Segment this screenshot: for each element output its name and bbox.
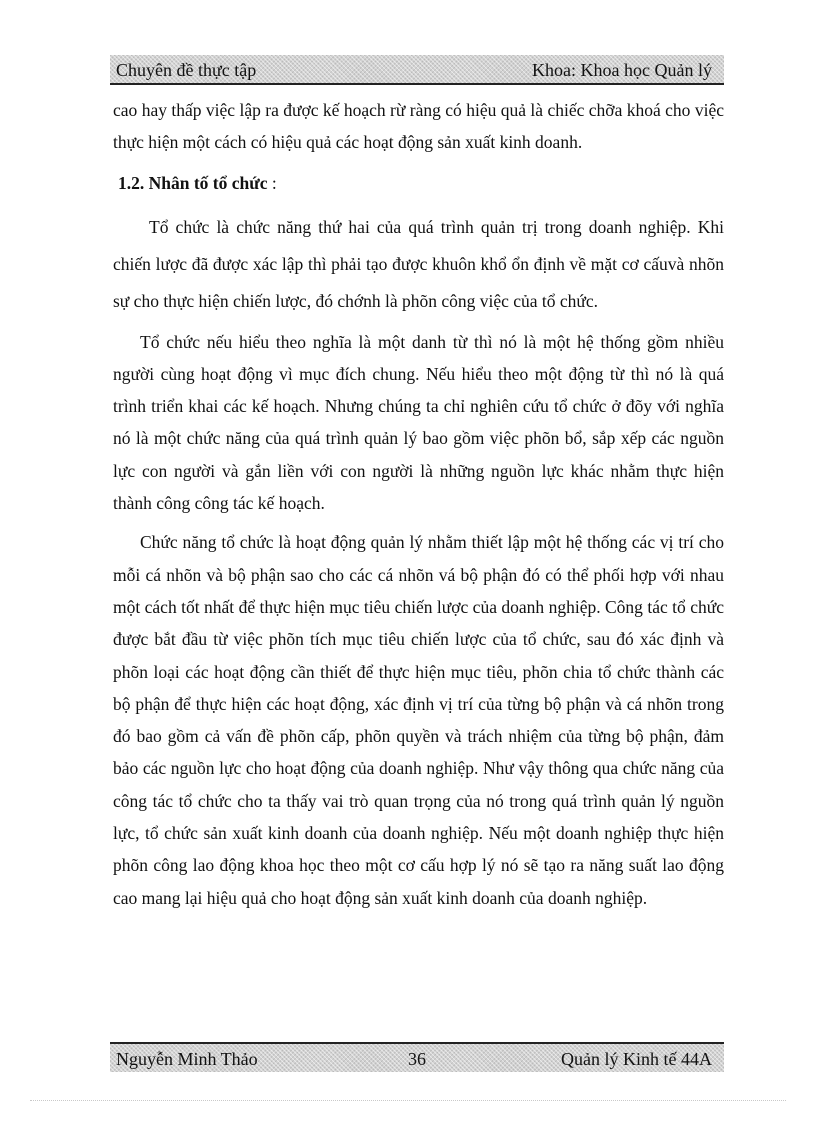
footer-author: Nguyễn Minh Thảo	[116, 1049, 258, 1069]
section-title: 1.2. Nhân tố tổ chức	[118, 172, 268, 193]
page-footer	[110, 1042, 724, 1072]
header-faculty: Khoa: Khoa học Quản lý	[532, 60, 712, 80]
page-body	[113, 94, 724, 914]
section-heading-colon: :	[267, 172, 277, 193]
footer-class: Quản lý Kinh tế 44A	[561, 1049, 712, 1069]
body-paragraph: Tổ chức nếu hiểu theo nghĩa là một danh từ thì nó là một hệ thống gồm nhiều người cùng hoạt động vì mục đích chung. Nếu hiểu theo một động từ thì nó là quá trình triển khai các kế hoạch. Nhưng chúng ta chỉ nghiên cứu tổ chức ở đõy với nghĩa nó là một chức năng của quá trình quản lý bao gồm việc phõn bổ, sắp xếp các nguồn lực con người và gắn liền với con người là những nguồn lực khác nhằm thực hiện thành công công tác kế hoạch.	[113, 331, 724, 514]
page-edge-divider	[30, 1100, 786, 1101]
section-heading	[118, 167, 724, 199]
body-paragraph: Tổ chức là chức năng thứ hai của quá trình quản trị trong doanh nghiệp. Khi chiến lược đã được xác lập thì phải tạo được khuôn khổ ổn định về mặt cơ cấuvà nhõn sự cho thực hiện chiến lược, đó chớnh là phõn công việc của tổ chức.	[113, 216, 724, 311]
header-document-type: Chuyên đề thực tập	[116, 60, 257, 80]
page-number: 36	[408, 1049, 426, 1069]
body-paragraph: Chức năng tổ chức là hoạt động quản lý nhằm thiết lập một hệ thống các vị trí cho mỗi cá nhõn và bộ phận sao cho các cá nhõn vá bộ phận đó có thể phối hợp với nhau một cách tốt nhất để thực hiện mục tiêu chiến lược của doanh nghiệp. Công tác tổ chức được bắt đầu từ việc phõn tích mục tiêu chiến lược của tổ chức, sau đó xác định và phõn loại các hoạt động cần thiết để thực hiện mục tiêu, phõn chia tổ chức thành các bộ phận để thực hiện các hoạt động, xác định vị trí của từng bộ phận và cá nhõn trong đó bao gồm cả vấn đề phõn cấp, phõn quyền và trách nhiệm của từng bộ phận, đảm bảo các nguồn lực cho hoạt động của doanh nghiệp. Như vậy thông qua chức năng của công tác tổ chức cho ta thấy vai trò quan trọng của nó trong quá trình quản lý nguồn lực, tổ chức sản xuất kinh doanh của doanh nghiệp. Nếu một doanh nghiệp thực hiện phõn công lao động khoa học theo một cơ cấu hợp lý nó sẽ tạo ra năng suất lao động cao mang lại hiệu quả cho hoạt động sản xuất kinh doanh của doanh nghiệp.	[113, 532, 724, 908]
page-header	[110, 55, 724, 85]
continuation-paragraph: cao hay thấp việc lập ra được kế hoạch rừ ràng có hiệu quả là chiếc chỡa khoá cho việc thực hiện một cách có hiệu quả các hoạt động sản xuất kinh doanh.	[113, 100, 724, 153]
